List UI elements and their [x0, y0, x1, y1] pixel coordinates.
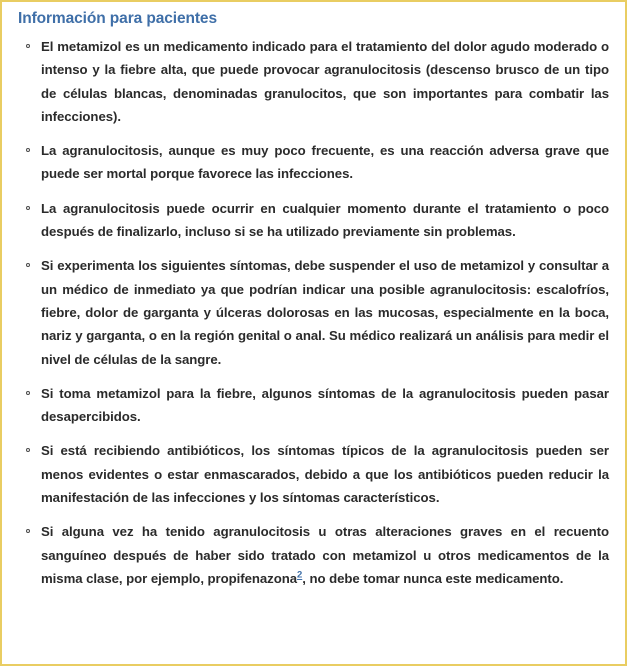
list-item-text: El metamizol es un medicamento indicado para el tratamiento del dolor agudo moderado o intenso y la fiebre alta, que puede provocar agranulocitosis (descenso brusco de un tipo de células blancas, denominadas granulocitos, que son importantes para combatir las infecciones).	[41, 39, 609, 124]
hollow-circle-bullet-icon	[26, 439, 32, 462]
list-item	[16, 35, 609, 128]
list-item	[16, 439, 609, 509]
list-item-text: Si toma metamizol para la fiebre, algunos síntomas de la agranulocitosis pueden pasar desapercibidos.	[41, 385, 609, 425]
patient-information-list	[16, 35, 609, 590]
hollow-circle-bullet-icon	[26, 35, 32, 58]
hollow-circle-bullet-icon	[26, 254, 32, 277]
list-item-text: La agranulocitosis puede ocurrir en cualquier momento durante el tratamiento o poco después de finalizarlo, incluso si se ha utilizado previamente sin problemas.	[41, 200, 609, 240]
hollow-circle-bullet-icon	[26, 197, 32, 220]
list-item	[16, 197, 609, 244]
list-item-text: La agranulocitosis, aunque es muy poco frecuente, es una reacción adversa grave que puede ser mortal porque favorece las infecciones.	[41, 143, 609, 182]
list-item	[16, 520, 609, 590]
list-item-text: Si experimenta los siguientes síntomas, debe suspender el uso de metamizol y consultar a un médico de inmediato ya que podrían indicar una posible agranulocitosis: escalofríos, fiebre, dolor de garganta y úlceras dolorosas en las mucosas, especialmente en la boca, nariz y garganta, o en la región genital o anal. Su médico realizará un análisis para medir el nivel de células de la sangre.	[41, 258, 609, 367]
list-item	[16, 254, 609, 370]
list-item	[16, 382, 609, 429]
hollow-circle-bullet-icon	[26, 382, 32, 405]
list-item-text-continued: , no debe tomar nunca este medicamento.	[302, 570, 564, 586]
list-item	[16, 139, 609, 186]
hollow-circle-bullet-icon	[26, 139, 32, 162]
hollow-circle-bullet-icon	[26, 520, 32, 543]
page-title: Información para pacientes	[18, 10, 217, 27]
list-item-text: Si alguna vez ha tenido agranulocitosis u otras alteraciones graves en el recuento sanguíneo después de haber sido tratado con metamizol u otros medicamentos de la misma clase, por ejemplo, propifenazona	[41, 524, 609, 586]
footnote-reference-link[interactable]: 2	[297, 569, 303, 581]
list-item-text: Si está recibiendo antibióticos, los síntomas típicos de la agranulocitosis pueden ser menos evidentes o estar enmascarados, debido a que los antibióticos pueden reducir la manifestación de las infecciones y los síntomas característicos.	[41, 443, 609, 506]
